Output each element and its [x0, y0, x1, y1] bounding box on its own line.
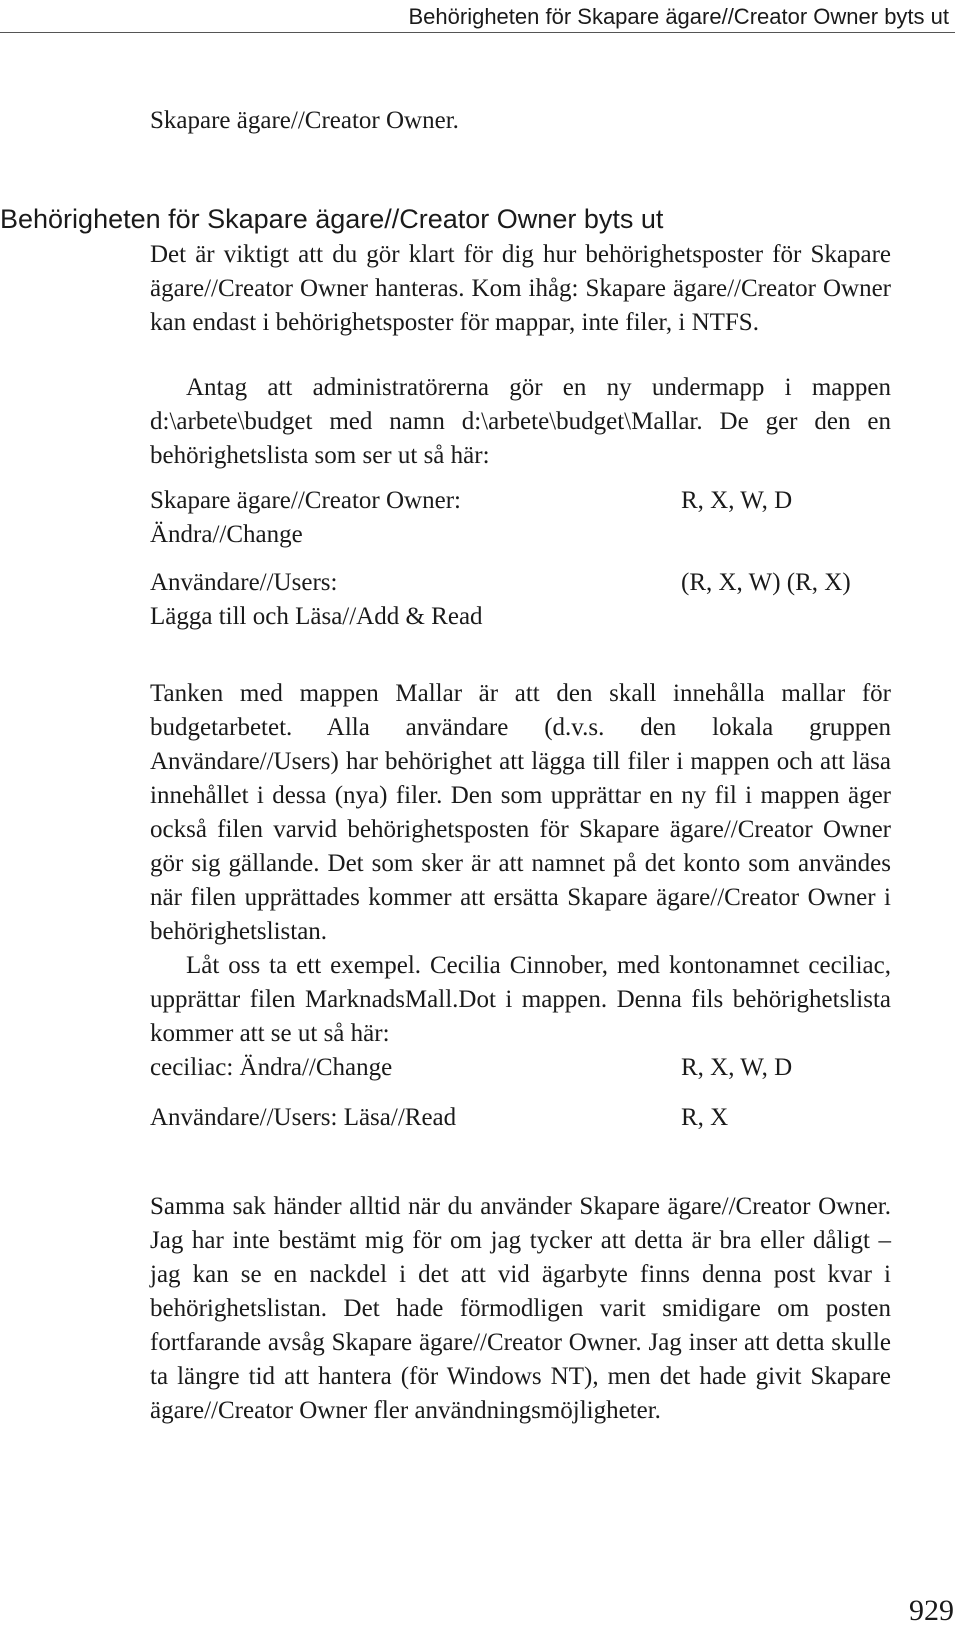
paragraph-1: Det är viktigt att du gör klart för dig hur behörighetsposter för Skapare ägare//Creator Owner hanteras. Kom ihåg: Skapare ägare//Creator Owner kan endast i behörighetsposter för mappar, inte filer, i NTFS. — [150, 241, 891, 336]
permission-value: R, X — [681, 1104, 729, 1131]
running-head — [0, 4, 955, 33]
permission-label: ceciliac: Ändra//Change — [150, 1054, 393, 1081]
permission-label: Ändra//Change — [150, 521, 303, 548]
intro-line: Skapare ägare//Creator Owner. — [150, 107, 459, 134]
paragraph-3: Tanken med mappen Mallar är att den skall innehålla mallar för budgetarbetet. Alla användare (d.v.s. den lokala gruppen Användare//Users) har behörighet att lägga till filer i mappen och att läsa innehållet i dessa (nya) filer. Den som upprättar en ny fil i mappen äger också filen varvid behörighetsposten för Skapare ägare//Creator Owner gör sig gällande. Det som sker är att namnet på det konto som användes när filen upprättades kommer att ersätta Skapare ägare//Creator Owner i behörighetslistan. — [150, 680, 891, 945]
permission-label: Användare//Users: Läsa//Read — [150, 1104, 457, 1131]
paragraph-4: Låt oss ta ett exempel. Cecilia Cinnober, med kontonamnet ceciliac, upprättar filen MarknadsMall.Dot i mappen. Denna fils behörighetslista kommer att se ut så här: — [150, 952, 891, 1047]
section-heading: Behörigheten för Skapare ägare//Creator Owner byts ut — [0, 204, 664, 234]
permission-value: R, X, W, D — [681, 1054, 793, 1081]
running-head-title: Behörigheten för Skapare ägare//Creator Owner byts ut — [408, 4, 949, 29]
permission-label: Användare//Users: — [150, 569, 338, 596]
page-number: 929 — [909, 1594, 954, 1627]
permission-label: Lägga till och Läsa//Add & Read — [150, 603, 483, 630]
permission-label: Skapare ägare//Creator Owner: — [150, 487, 461, 514]
permission-value: R, X, W, D — [681, 487, 793, 514]
paragraph-5: Samma sak händer alltid när du använder Skapare ägare//Creator Owner. Jag har inte bestämt mig för om jag tycker att detta är bra eller dåligt – jag kan se en nackdel i det att vid ägarbyte finns denna post kvar i behörighetslistan. Det hade förmodligen varit smidigare om posten fortfarande avsåg Skapare ägare//Creator Owner. Jag inser att detta skulle ta längre tid att hantera (för Windows NT), men det hade givit Skapare ägare//Creator Owner fler användningsmöjligheter. — [150, 1193, 891, 1424]
permission-value: (R, X, W) (R, X) — [681, 569, 851, 596]
paragraph-2: Antag att administratörerna gör en ny undermapp i mappen d:\arbete\budget med namn d:\arbete\budget\Mallar. De ger den en behörighetslista som ser ut så här: — [150, 374, 891, 469]
